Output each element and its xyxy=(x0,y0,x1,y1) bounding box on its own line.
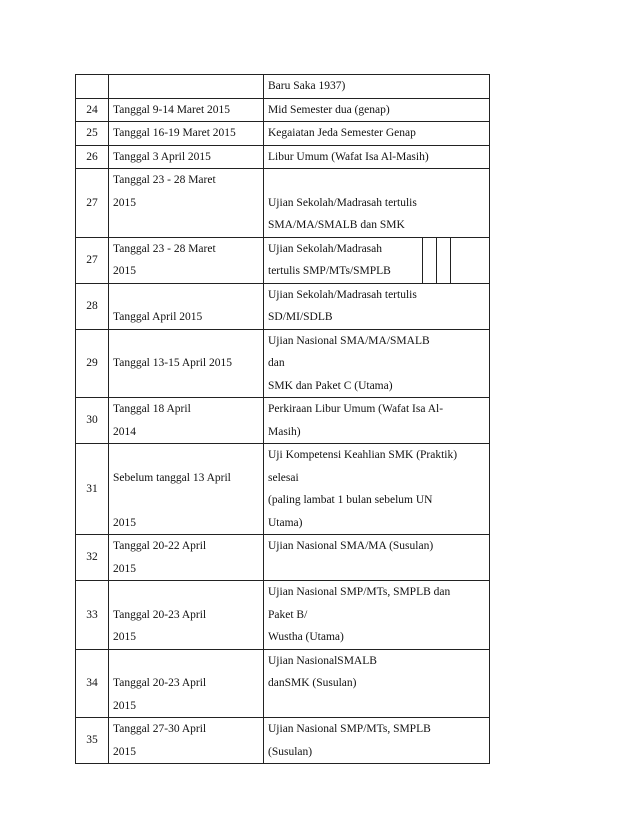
description-line: SMK dan Paket C (Utama) xyxy=(268,379,393,392)
date-line: 2015 xyxy=(113,196,136,209)
row-number: 31 xyxy=(76,444,109,535)
date-line: 2015 xyxy=(113,516,136,529)
description-line: Ujian Nasional SMA/MA (Susulan) xyxy=(268,540,434,552)
date-line: 2015 xyxy=(113,699,136,712)
row-number: 34 xyxy=(76,649,109,718)
table-row xyxy=(76,718,490,764)
description-cell xyxy=(264,718,490,764)
description-cell xyxy=(264,75,490,99)
date-cell xyxy=(109,581,264,650)
date-cell xyxy=(109,283,264,329)
description-cell xyxy=(264,145,490,169)
date-line xyxy=(113,650,259,673)
date-cell xyxy=(109,98,264,122)
date-line: Tanggal 23 - 28 Maret xyxy=(113,174,216,186)
date-cell xyxy=(109,75,264,99)
description-cell xyxy=(264,649,490,718)
date-line xyxy=(113,489,259,512)
table-row xyxy=(76,649,490,718)
row-number: 27 xyxy=(76,237,109,283)
description-cell xyxy=(264,535,490,581)
description-line: Ujian Nasional SMP/MTs, SMPLB dan xyxy=(268,586,451,598)
description-cell xyxy=(264,283,490,329)
table-row xyxy=(76,169,490,238)
description-line: Ujian NasionalSMALB xyxy=(268,654,377,667)
description-cell xyxy=(264,329,490,398)
description-line: selesai xyxy=(268,471,299,484)
description-line: Libur Umum (Wafat Isa Al-Masih) xyxy=(268,150,429,163)
date-cell xyxy=(109,122,264,146)
row-number: 32 xyxy=(76,535,109,581)
date-cell xyxy=(109,398,264,444)
row-number: 24 xyxy=(76,98,109,122)
date-line: Tanggal 3 April 2015 xyxy=(113,150,211,163)
description-line: (Susulan) xyxy=(268,745,313,758)
date-cell xyxy=(109,169,264,238)
description-cell xyxy=(264,169,490,238)
date-line: Tanggal 16-19 Maret 2015 xyxy=(113,127,236,139)
description-line: Baru Saka 1937) xyxy=(268,80,346,92)
description-cell xyxy=(264,237,490,283)
date-line: Tanggal 20-22 April xyxy=(113,540,207,552)
description-line: Wustha (Utama) xyxy=(268,631,344,643)
description-line: Perkiraan Libur Umum (Wafat Isa Al- xyxy=(268,403,444,415)
row-number xyxy=(76,75,109,99)
date-line xyxy=(113,444,259,467)
table-row xyxy=(76,122,490,146)
date-line: Tanggal 20-23 April xyxy=(113,677,207,689)
description-line: Ujian Sekolah/Madrasah xyxy=(268,242,383,255)
schedule-table-body xyxy=(76,75,490,764)
date-line xyxy=(113,581,259,604)
date-line: Tanggal 20-23 April xyxy=(113,608,207,621)
description-line: tertulis SMP/MTs/SMPLB xyxy=(268,265,391,277)
table-row xyxy=(76,98,490,122)
row-number: 30 xyxy=(76,398,109,444)
date-cell xyxy=(109,649,264,718)
date-line: 2015 xyxy=(113,562,136,575)
date-line: Tanggal 18 April xyxy=(113,403,191,415)
date-cell xyxy=(109,444,264,535)
description-line: Kegaiatan Jeda Semester Genap xyxy=(268,127,416,139)
description-cell xyxy=(264,98,490,122)
row-number: 25 xyxy=(76,122,109,146)
row-number: 29 xyxy=(76,329,109,398)
row-number: 28 xyxy=(76,283,109,329)
row-number: 27 xyxy=(76,169,109,238)
description-line: Utama) xyxy=(268,516,303,529)
cell-divider xyxy=(450,238,451,283)
date-line: 2015 xyxy=(113,745,136,758)
row-number: 33 xyxy=(76,581,109,650)
table-row xyxy=(76,398,490,444)
description-line: Ujian Sekolah/Madrasah tertulis xyxy=(268,288,417,301)
date-line: Tanggal April 2015 xyxy=(113,311,203,323)
description-line: Uji Kompetensi Keahlian SMK (Praktik) xyxy=(268,449,458,461)
date-line xyxy=(113,284,259,307)
description-line: dan xyxy=(268,357,285,369)
description-line: Mid Semester dua (genap) xyxy=(268,103,390,116)
date-line xyxy=(113,330,259,353)
description-line: SD/MI/SDLB xyxy=(268,311,333,323)
description-line: Ujian Nasional SMP/MTs, SMPLB xyxy=(268,723,431,735)
table-row xyxy=(76,329,490,398)
date-cell xyxy=(109,535,264,581)
date-cell xyxy=(109,145,264,169)
date-line: Sebelum tanggal 13 April xyxy=(113,471,231,484)
description-cell xyxy=(264,444,490,535)
description-line xyxy=(268,169,485,192)
table-row xyxy=(76,581,490,650)
description-line: (paling lambat 1 bulan sebelum UN xyxy=(268,494,433,506)
date-line: 2015 xyxy=(113,631,136,643)
date-line: 2015 xyxy=(113,265,136,277)
date-line: 2014 xyxy=(113,425,136,438)
description-line: Ujian Nasional SMA/MA/SMALB xyxy=(268,334,430,347)
date-cell xyxy=(109,329,264,398)
description-line: Paket B/ xyxy=(268,608,308,621)
description-line: Ujian Sekolah/Madrasah tertulis xyxy=(268,196,417,209)
description-cell xyxy=(264,398,490,444)
row-number: 26 xyxy=(76,145,109,169)
cell-divider xyxy=(422,238,423,283)
date-line: Tanggal 13-15 April 2015 xyxy=(113,357,232,369)
table-row xyxy=(76,145,490,169)
table-row xyxy=(76,444,490,535)
description-line: danSMK (Susulan) xyxy=(268,677,357,689)
description-line: SMA/MA/SMALB dan SMK xyxy=(268,219,405,231)
description-cell xyxy=(264,581,490,650)
description-cell xyxy=(264,122,490,146)
row-number: 35 xyxy=(76,718,109,764)
table-row xyxy=(76,535,490,581)
schedule-document xyxy=(75,74,489,764)
schedule-table xyxy=(75,74,490,764)
description-line: Masih) xyxy=(268,425,301,438)
date-line: Tanggal 23 - 28 Maret xyxy=(113,242,216,255)
date-cell xyxy=(109,237,264,283)
description-line xyxy=(268,695,485,718)
table-row xyxy=(76,237,490,283)
date-line: Tanggal 27-30 April xyxy=(113,723,207,735)
date-cell xyxy=(109,718,264,764)
table-row xyxy=(76,75,490,99)
date-line: Tanggal 9-14 Maret 2015 xyxy=(113,103,231,116)
cell-divider xyxy=(436,238,437,283)
table-row xyxy=(76,283,490,329)
